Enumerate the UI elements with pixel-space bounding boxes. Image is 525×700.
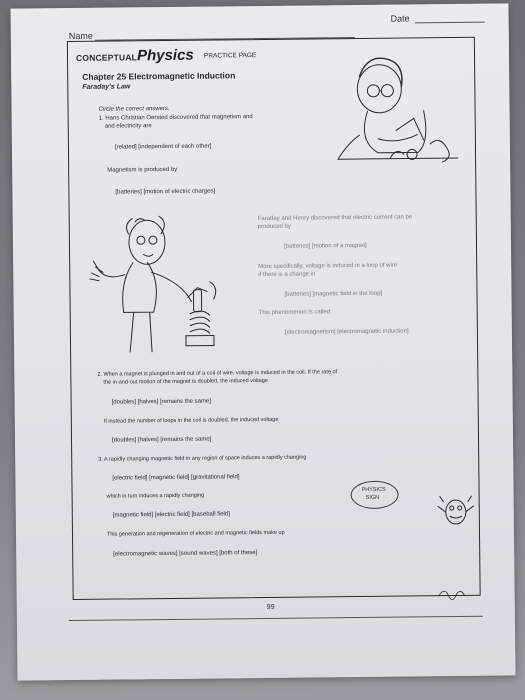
instructions: Circle the correct answers. [98, 105, 170, 113]
artist-signature [437, 586, 467, 602]
q1-options-b: [batteries] [motion of electric charges] [115, 188, 216, 196]
q1-options-a: [related] [independent of each other] [114, 143, 212, 151]
q3-stem2: which in turn induces a rapidly changing [106, 492, 205, 500]
q1-faraday-line2: produced by [257, 223, 291, 231]
chapter-subtitle: Faraday's Law [82, 83, 131, 91]
q2-stem-line1: 2. When a magnet is plunged in and out of a coil of wire, voltage is induced in the coil. If the rate of [97, 369, 338, 378]
q1-options-c: [batteries] [motion of a magnet] [283, 242, 367, 250]
q2-stem-line2: the in-and-out motion of the magnet is doubled, the induced voltage [103, 377, 268, 386]
practice-page-label: PRACTICE PAGE [203, 52, 257, 60]
physics-sign [350, 481, 398, 510]
q1-stem2: Magnetism is produced by [107, 166, 178, 174]
sign-line2: SIGN [365, 494, 380, 501]
q1-options-e: [electromagnetism] [electromagnetic induction] [284, 328, 409, 336]
logo-conceptual: CONCEPTUAL [75, 52, 138, 63]
q2-options-b: [doubles] [halves] [remains the same] [111, 436, 212, 444]
q3-options-a: [electric field] [magnetic field] [gravitational field] [112, 474, 240, 482]
chapter-title: Chapter 25 Electromagnetic Induction [82, 70, 236, 82]
worksheet-page [10, 3, 515, 680]
q1-options-d: [batteries] [magnetic field in the loop] [284, 290, 383, 298]
q1-stem-line2: and electricity are [104, 123, 152, 130]
oersted-illustration [329, 54, 460, 175]
q3-options-c: [electromagnetic waves] [sound waves] [both of these] [113, 550, 258, 558]
date-label: Date [390, 13, 410, 24]
logo [76, 47, 194, 66]
q3-stem3: This generation and regeneration of electric and magnetic fields make up [106, 529, 285, 538]
q1-stem-line1: 1. Hans Christian Oersted discovered that magnetism and [98, 114, 253, 122]
faraday-illustration [89, 211, 241, 363]
page-number: 99 [266, 603, 275, 611]
mascot-illustration [436, 494, 476, 530]
q1-faraday-line1: Faraday and Henry discovered that electric current can be [257, 214, 413, 223]
q2-stem2: If instead the number of loops in the coil is doubled, the induced voltage [103, 416, 279, 425]
q3-stem: 3. A rapidly changing magnetic field in any region of space induces a rapidly changing [98, 454, 307, 463]
q1-more-line2: if there is a change in [258, 271, 316, 279]
logo-physics: Physics [136, 46, 194, 65]
q1-phenomenon: This phenomenon is called [258, 309, 331, 317]
sign-line1: PHYSICS [361, 486, 386, 493]
date-line [415, 22, 485, 24]
q1-more-line1: More specifically, voltage is induced in a loop of wire [258, 262, 398, 271]
q3-options-b: [magnetic field] [electric field] [baseball field] [112, 511, 230, 519]
bottom-rule [69, 616, 483, 621]
q2-options-a: [doubles] [halves] [remains the same] [111, 398, 212, 406]
name-label: Name [68, 30, 93, 42]
